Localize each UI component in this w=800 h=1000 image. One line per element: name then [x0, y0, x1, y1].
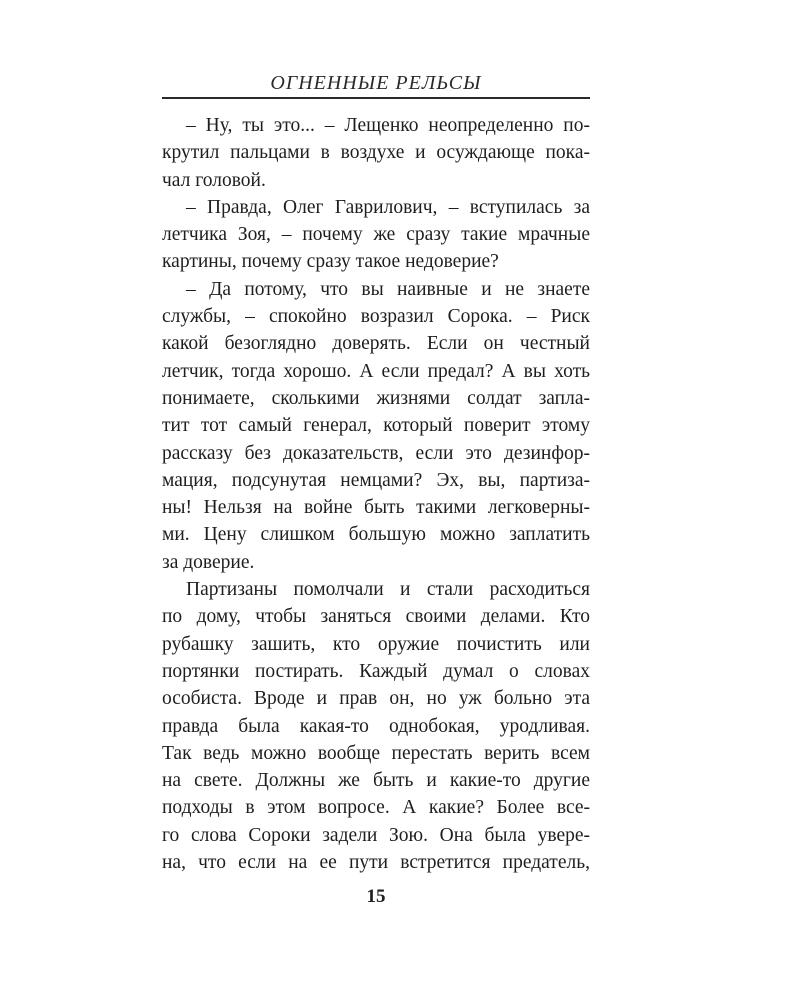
text-line: особиста. Вроде и прав он, но уж больно эта: [162, 688, 590, 710]
text-line: рубашку зашить, кто оружие почистить или: [162, 633, 590, 655]
text-line: Так ведь можно вообще перестать верить всем: [162, 742, 590, 764]
page-number: 15: [366, 886, 386, 907]
text-line: понимаете, сколькими жизнями солдат запла-: [162, 387, 590, 409]
text-line: за доверие.: [162, 551, 255, 573]
header-rule: [162, 97, 590, 99]
text-line: – Да потому, что вы наивные и не знаете: [186, 278, 590, 300]
text-line: по дому, чтобы заняться своими делами. Кто: [162, 606, 590, 628]
text-line: го слова Сороки задели Зою. Она была увере-: [162, 824, 590, 846]
text-line: ны! Нельзя на войне быть такими легковерны-: [162, 497, 590, 519]
text-line: – Ну, ты это... – Лещенко неопределенно по-: [186, 115, 590, 136]
text-line: какой безоглядно доверять. Если он честный: [162, 333, 590, 355]
text-line: портянки постирать. Каждый думал о словах: [162, 660, 590, 682]
text-line: Партизаны помолчали и стали расходиться: [186, 579, 590, 601]
text-line: на свете. Должны же быть и какие-то другие: [162, 770, 590, 792]
text-line: крутил пальцами в воздухе и осуждающе пока-: [162, 142, 590, 164]
text-line: службы, – спокойно возразил Сорока. – Риск: [162, 306, 590, 328]
text-line: рассказу без доказательств, если это дезинфор-: [162, 442, 590, 464]
text-line: тит тот самый генерал, который поверит этому: [162, 415, 590, 437]
text-line: ми. Цену слишком большую можно заплатить: [162, 524, 590, 546]
text-line: летчик, тогда хорошо. А если предал? А вы хоть: [162, 360, 590, 382]
running-head: ОГНЕННЫЕ РЕЛЬСЫ: [270, 72, 482, 94]
text-line: на, что если на ее пути встретится предатель,: [162, 852, 590, 874]
text-line: летчика Зоя, – почему же сразу такие мрачные: [162, 224, 590, 246]
text-line: подходы в этом вопросе. А какие? Более все-: [162, 797, 590, 819]
text-line: – Правда, Олег Гаврилович, – вступилась за: [186, 196, 590, 218]
text-line: правда была какая-то однобокая, уродливая.: [162, 715, 590, 737]
body-text: [162, 112, 590, 876]
text-line: картины, почему сразу такое недоверие?: [162, 251, 499, 273]
text-line: чал головой.: [162, 169, 266, 191]
text-line: мация, подсунутая немцами? Эх, вы, партиза-: [162, 469, 590, 491]
